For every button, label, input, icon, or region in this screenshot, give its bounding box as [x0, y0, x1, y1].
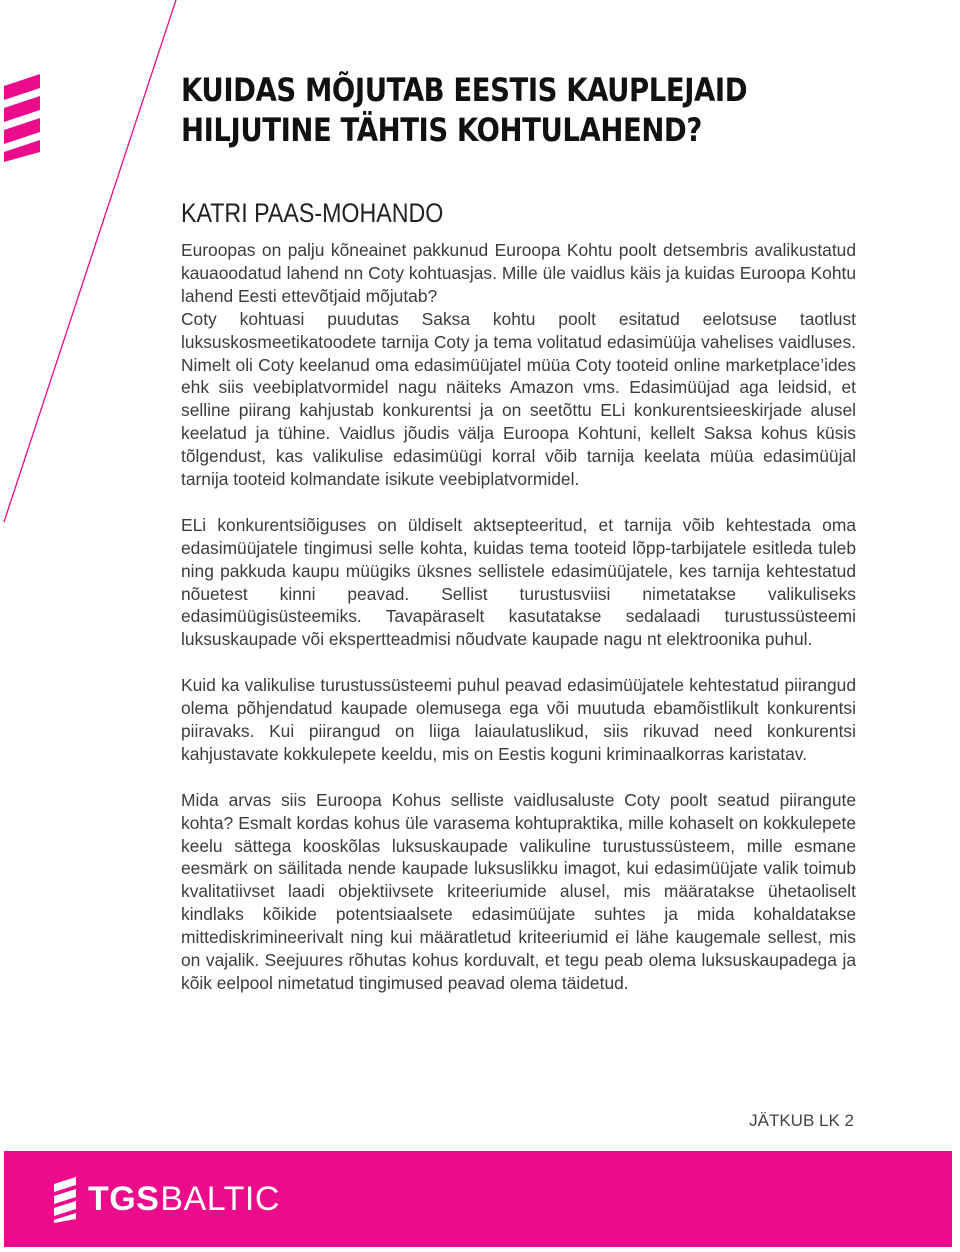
paragraph-competition-law: ELi konkurentsiõiguses on üldiselt aktsepteeritud, et tarnija võib kehtestada oma edasimüüjatele tingimusi selle kohta, kuidas tema tooteid lõpp-tarbijatele esitleda tuleb ning pakkuda kaupu müügiks üksnes sellistele edasimüüjatele, kes tarnija kehtestatud nõuetest kinni peavad. Sellist turustusviisi nimetatakse valikuliseks edasimüügisüsteemiks. Tavapäraselt kasutatakse sedalaadi turustussüsteemi luksuskaupade või ekspertteadmisi nõudvate kaupade nagu nt elektroonika puhul. — [181, 514, 856, 650]
paragraph-coty-case: Coty kohtuasi puudutas Saksa kohtu poolt esitatud eelotsuse taotlust luksuskosmeetikatoodete tarnija Coty ja tema volitatud edasimüüja vahelises vaidluses. Nimelt oli Coty keelanud oma edasimüüjatel müüa Coty tooteid online marketplace’ides ehk siis veebiplatvormidel nagu näiteks Amazon vms. Edasimüüjad aga leidsid, et selline piirang kahjustab konkurentsi ja on seetõttu ELi konkurentsieeskirjade alusel keelatud ja tühine. Vaidlus jõudis välja Euroopa Kohtuni, kellelt Saksa kohus küsis tõlgendust, kas valikulise edasimüügi korral võib tarnija keelata müüa edasimüüjal tarnija tooteid kolmandate isikute veebiplatvormidel. — [181, 308, 856, 490]
paragraph-court-opinion: Mida arvas siis Euroopa Kohus selliste vaidlusaluste Coty poolt seatud piirangute kohta? Esmalt kordas kohus üle varasema kohtupraktika, mille kohaselt on kokkulepete keelu sättega kooskõlas luksuskaupade valikuline turustussüsteem, mille esmane eesmärk on säilitada nende kaupade luksuslikku imagot, kui edasimüüjate valik toimub kvalitatiivset laadi objektiivsete kriteeriumide alusel, mis määratakse ühetaoliselt kindlaks kõikide potentsiaalsete edasimüüjate suhtes ja mida kohaldatakse mittediskrimineerivalt ning kui määratletud kriteeriumid ei lähe kaugemale sellest, mis on vajalik. Seejuures rõhutas kohus korduvalt, et tegu peab olema luksuskaupadega ja kõik eelpool nimetatud tingimused peavad olema täidetud. — [181, 789, 856, 993]
footer-logo-tgs: TGS — [88, 1180, 160, 1218]
article-title-line-2: HILJUTINE TÄHTIS KOHTULAHEND? — [181, 111, 702, 149]
footer-logo — [54, 1175, 280, 1223]
article-title — [181, 70, 748, 150]
paragraph-intro: Euroopas on palju kõneainet pakkunud Euroopa Kohtu poolt detsembris avalikustatud kauaoodatud lahend nn Coty kohtuasjas. Mille üle vaidlus käis ja kuidas Euroopa Kohtu lahend Eesti ettevõtjaid mõjutab? — [181, 240, 856, 306]
footer-band — [4, 1151, 952, 1247]
article-author: KATRI PAAS-MOHANDO — [181, 198, 444, 228]
tgs-stripes-icon — [4, 72, 44, 162]
continue-note: JÄTKUB LK 2 — [749, 1111, 854, 1130]
article-title-line-1: KUIDAS MÕJUTAB EESTIS KAUPLEJAID — [181, 71, 748, 109]
article-body — [181, 239, 856, 995]
footer-logo-baltic: BALTIC — [160, 1180, 280, 1218]
paragraph-restrictions: Kuid ka valikulise turustussüsteemi puhul peavad edasimüüjatele kehtestatud piirangud olema põhjendatud kaupade olemusega ega või muutuda ebamõistlikult konkurentsi piiravaks. Kui piirangud on liiga laiaulatuslikud, siis rikuvad need konkurentsi kahjustavate kokkulepete keeldu, mis on Eestis koguni kriminaalkorras karistatav. — [181, 675, 856, 764]
tgs-stripes-icon — [54, 1175, 78, 1223]
